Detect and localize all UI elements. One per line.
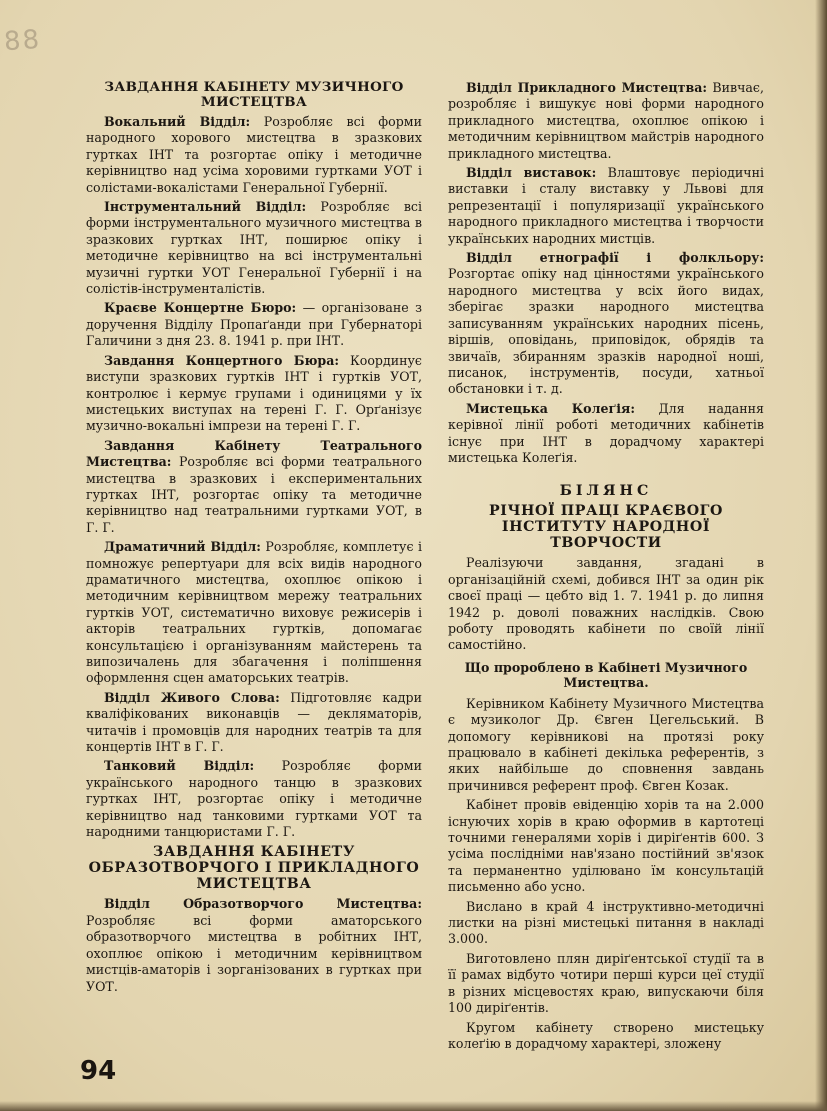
paragraph-head-of-cabinet: Керівником Кабінету Музичного Мистецтва є музиколог Др. Євген Цегельський. В допомогу керівникові на протязі року працювало в кабінеті декілька референтів, з яких найбільше до сповнення завдань причинився референт проф. Євген Козак. — [448, 695, 764, 793]
page-edge-shadow-right — [815, 0, 827, 1111]
section-title-balance: БІЛЯНС — [559, 483, 653, 500]
paragraph-exhibitions: Відділ виставок: Влаштовує періодичні виставки і сталу виставку у Львові для репрезентації і популяризації українського народного прикладного мистецтва і творчости українських народних мистців. — [448, 165, 764, 246]
paragraph-fine-arts: Відділ Образотворчого Мистецтва: Розробляє всі форми аматорського образотворчого мистецтва в робітних ІНТ, охоплює опікою і методичним керівництвом мистців-аматорів і зорганізованих в гуртках при УОТ. — [86, 896, 422, 994]
paragraph-conductor-studio: Виготовлено плян диріґентської студії та в її рамах відбуто чотири перші курси цеї студії в різних місцевостях краю, випускаючи біля 100 диріґентів. — [448, 950, 764, 1016]
paragraph-art-college-created: Кругом кабінету створено мистецьку колеґію в дорадчому характері, зложену — [448, 1019, 764, 1051]
paragraph-applied-arts: Відділ Прикладного Мистецтва: Вивчає, розробляє і вишукує нові форми народного прикладного мистецтва, охоплює опікою і методичним керівництвом майстрів народного прикладного мистецтва. — [448, 80, 764, 161]
section-subtitle-annual-work: РІЧНОЇ ПРАЦІ КРАЄВОГО ІНСТИТУТУ НАРОДНОЇ ТВОРЧОСТИ — [488, 503, 724, 552]
left-column — [86, 80, 422, 998]
paragraph-living-word: Відділ Живого Слова: Підготовляє кадри кваліфікованих виконавців — декляматорів, читачів і промовців для народних театрів та для концертів ІНТ в Г. Г. — [86, 689, 422, 755]
paragraph-choir-register: Кабінет провів евіденцію хорів та на 2.000 існуючих хорів в краю оформив в картотеці точними генералями хорів і диріґентів 600. З усіма послідніми нав'язано постійний зв'язок та перманентно уділювано їм консультацій письменно або усно. — [448, 797, 764, 895]
paragraph-theatre-cabinet: Завдання Кабінету Театрального Мистецтва: Розробляє всі форми театрального мистецтва в зразкових і експериментальних гуртках ІНТ, розгортає опіку та методичне керівництво над театральними гуртками УОТ, в Г. Г. — [86, 437, 422, 535]
right-column — [448, 80, 764, 1055]
paragraph-leaflets: Вислано в край 4 інструктивно-методичні листки на різні мистецькі питання в накладі 3.000. — [448, 898, 764, 947]
paragraph-dance: Танковий Відділ: Розробляє форми українського народного танцю в зразкових гуртках ІНТ, розгортає опіку і методичне керівництво над танковими гуртками УОТ та народними танцюристами Г. Г. — [86, 758, 422, 840]
page-number: 94 — [80, 1056, 117, 1086]
page-edge-shadow-bottom — [0, 1101, 827, 1111]
paragraph-concert-tasks: Завдання Концертного Бюра: Координує виступи зразкових гуртків ІНТ і гуртків УОТ, контролює і кермує групами і одиницями у їх мистецьких виступах на терені Г. Г. Орґанізує музично-вокальні імпрези на терені Г. Г. — [86, 352, 422, 434]
section-title-music-cabinet: ЗАВДАННЯ КАБІНЕТУ МУЗИЧНОГО МИСТЕЦТВА — [104, 79, 404, 110]
pencil-page-mark: 88 — [2, 24, 43, 58]
section-title-fine-arts: ЗАВДАННЯ КАБІНЕТУ ОБРАЗОТВОРЧОГО І ПРИКЛАДНОГО МИСТЕЦТВА — [88, 844, 420, 893]
paragraph-ethnography: Відділ етнографії і фолкльору: Розгортає опіку над цінностями українського народного мистецтва у всіх його видах, зберігає зразки народного мистецтва записуванням українських народних пісень, віршів, оповідань, приповідок, обрядів та звичаїв, збиранням зразків народної ноші, писанок, інструментів, посуди, хатньої обстановки і т. д. — [448, 250, 764, 397]
paragraph-instrumental: Інструментальний Відділ: Розробляє всі форми інструментального музичного мистецтва в зразкових гуртках ІНТ, поширює опіку і методичне керівництво на всі інструментальні музичні гуртки УОТ Генеральної Губернії і на солістів-інструменталістів. — [86, 199, 422, 297]
section-heading-music-done: Що пророблено в Кабінеті Музичного Мистецтва. — [464, 659, 748, 690]
paragraph-concert-bureau: Краєве Концертне Бюро: — організоване з доручення Відділу Пропаґанди при Губернаторі Галичини з дня 23. 8. 1941 р. при ІНТ. — [86, 300, 422, 349]
paragraph-vocal: Вокальний Відділ: Розробляє всі форми народного хорового мистецтва в зразкових гуртках ІНТ та розгортає опіку і методичне керівництво над усіма хоровими гуртками УОТ і солістами-вокалістами Генеральної Губернії. — [86, 114, 422, 195]
paragraph-art-college: Мистецька Колеґія: Для надання керівної лінії роботі методичних кабінетів існує при ІНТ в дорадчому характері мистецька Колеґія. — [448, 400, 764, 465]
paragraph-drama: Драматичний Відділ: Розробляє, комплетує і помножує репертуари для всіх видів народного драматичного мистецтва, охоплює опікою і методичним керівництвом мережу театральних гуртків УОТ, систематично виховує режисерів і акторів театральних гуртків, допомагає консультацією і організуванням майстерень та випозичалень для збагачення і поліпшення оформлення сцен аматорських театрів. — [86, 539, 422, 686]
paragraph-intro: Реалізуючи завдання, згадані в організаційній схемі, добився ІНТ за один рік своєї праці — цебто від 1. 7. 1941 р. до липня 1942 р. доволі поважних наслідків. Свою роботу проводять кабінети по своїй лінії самостійно. — [448, 555, 764, 653]
spacer — [448, 469, 764, 479]
